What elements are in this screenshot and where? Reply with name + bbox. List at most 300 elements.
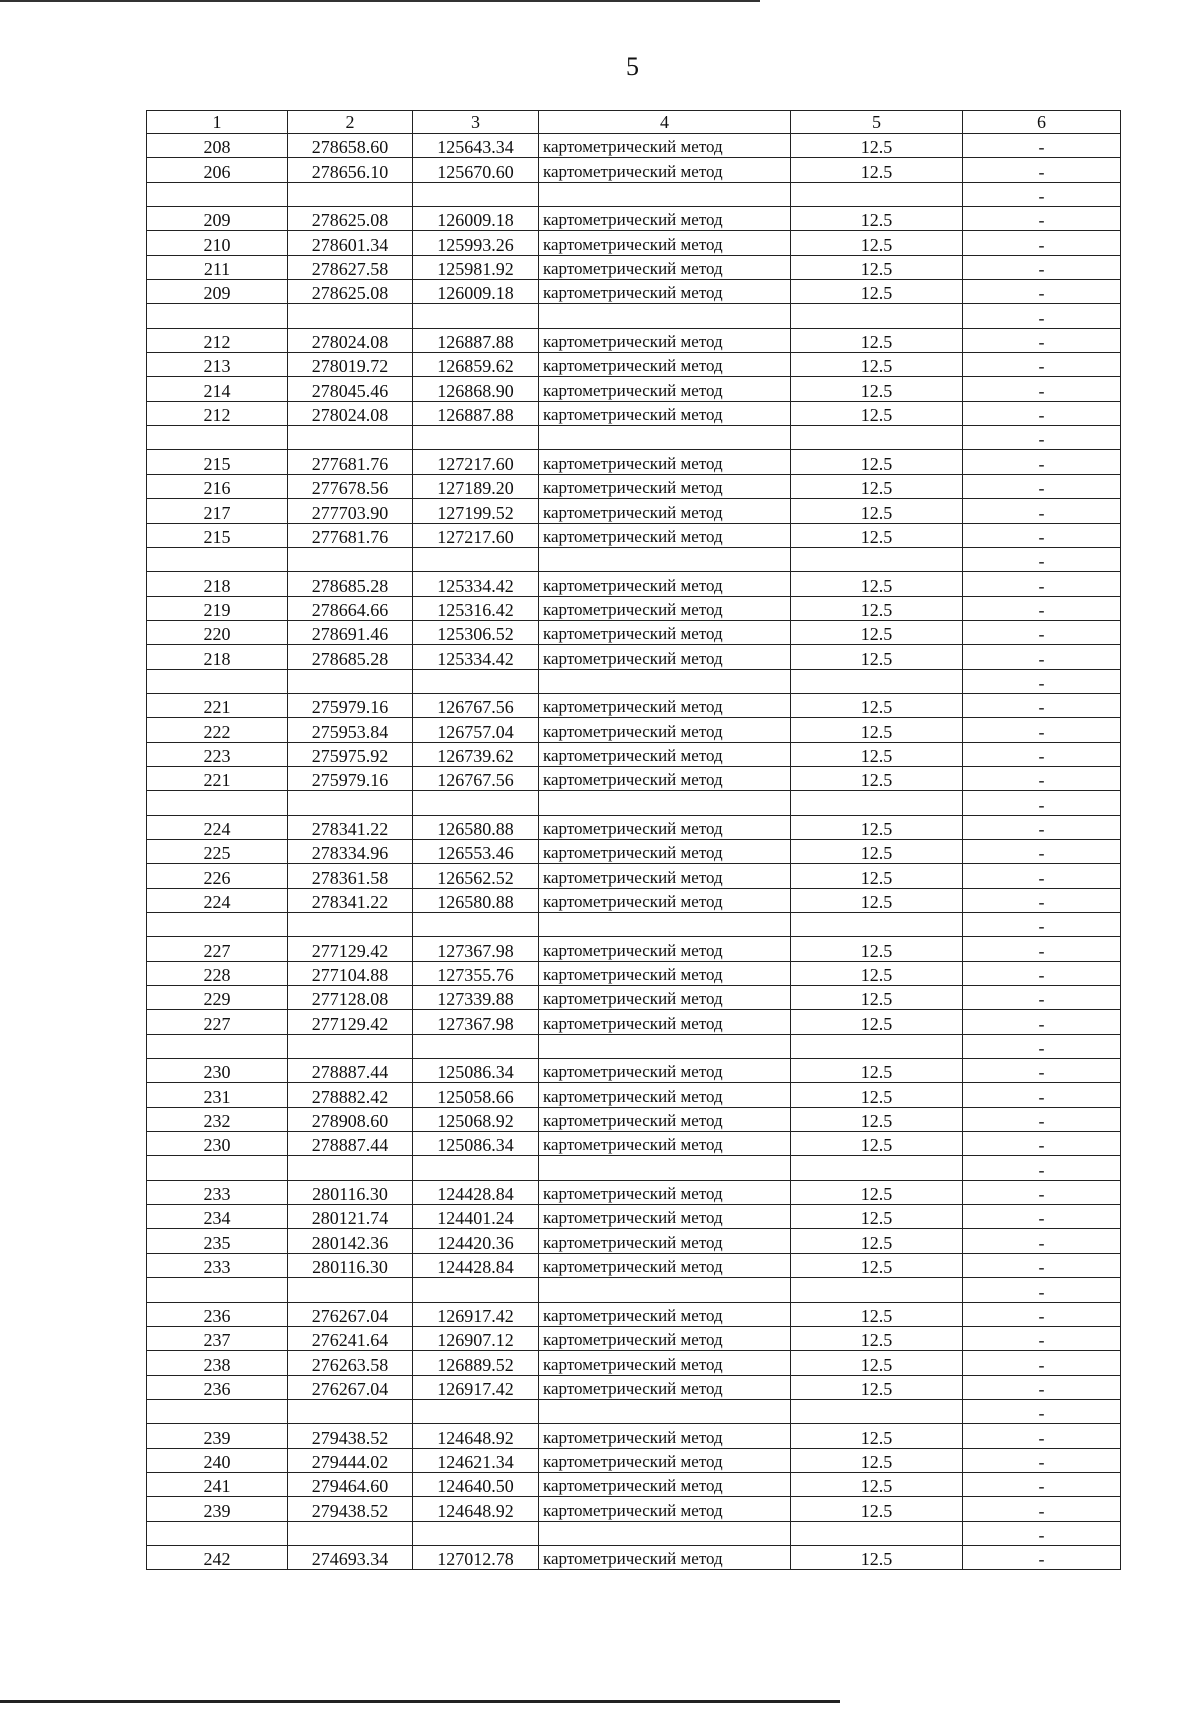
scan-edge-bottom	[0, 1700, 840, 1703]
table-row	[147, 207, 1121, 231]
cell-description: -	[963, 1253, 1121, 1277]
cell-accuracy: 12.5	[791, 572, 963, 596]
cell-method: картометрический метод	[539, 1424, 791, 1448]
cell-y-coordinate: 127012.78	[413, 1545, 539, 1569]
cell-point-number: 223	[147, 742, 288, 766]
cell-accuracy: 12.5	[791, 1083, 963, 1107]
cell-point-number	[147, 1278, 288, 1302]
cell-x-coordinate: 279444.02	[288, 1448, 413, 1472]
cell-method: картометрический метод	[539, 1253, 791, 1277]
cell-accuracy: 12.5	[791, 815, 963, 839]
cell-x-coordinate: 278341.22	[288, 815, 413, 839]
cell-y-coordinate: 126887.88	[413, 401, 539, 425]
cell-method: картометрический метод	[539, 450, 791, 474]
cell-method: картометрический метод	[539, 1180, 791, 1204]
cell-point-number: 212	[147, 328, 288, 352]
cell-method: картометрический метод	[539, 815, 791, 839]
cell-y-coordinate: 126009.18	[413, 280, 539, 304]
cell-y-coordinate	[413, 1521, 539, 1545]
table-row	[147, 791, 1121, 815]
cell-x-coordinate: 276263.58	[288, 1351, 413, 1375]
table-row	[147, 815, 1121, 839]
cell-x-coordinate: 276267.04	[288, 1375, 413, 1399]
cell-method	[539, 547, 791, 571]
cell-x-coordinate	[288, 669, 413, 693]
cell-accuracy: 12.5	[791, 401, 963, 425]
cell-x-coordinate: 278685.28	[288, 645, 413, 669]
cell-accuracy: 12.5	[791, 1497, 963, 1521]
cell-point-number: 212	[147, 401, 288, 425]
table-row	[147, 839, 1121, 863]
cell-accuracy: 12.5	[791, 1424, 963, 1448]
cell-accuracy	[791, 1156, 963, 1180]
table-row	[147, 1545, 1121, 1569]
cell-accuracy: 12.5	[791, 742, 963, 766]
cell-method: картометрический метод	[539, 596, 791, 620]
header-col-6: 6	[963, 111, 1121, 134]
table-row	[147, 255, 1121, 279]
cell-accuracy: 12.5	[791, 986, 963, 1010]
cell-y-coordinate: 124648.92	[413, 1497, 539, 1521]
cell-x-coordinate	[288, 791, 413, 815]
cell-point-number: 242	[147, 1545, 288, 1569]
cell-accuracy: 12.5	[791, 450, 963, 474]
table-row	[147, 523, 1121, 547]
cell-description: -	[963, 328, 1121, 352]
cell-method: картометрический метод	[539, 864, 791, 888]
cell-method: картометрический метод	[539, 961, 791, 985]
cell-point-number: 228	[147, 961, 288, 985]
cell-y-coordinate: 124420.36	[413, 1229, 539, 1253]
cell-y-coordinate: 127217.60	[413, 450, 539, 474]
cell-accuracy: 12.5	[791, 1132, 963, 1156]
cell-point-number	[147, 1156, 288, 1180]
cell-accuracy	[791, 304, 963, 328]
cell-description: -	[963, 450, 1121, 474]
table-row	[147, 986, 1121, 1010]
cell-point-number: 216	[147, 474, 288, 498]
cell-x-coordinate: 278019.72	[288, 353, 413, 377]
cell-y-coordinate: 125058.66	[413, 1083, 539, 1107]
cell-description: -	[963, 377, 1121, 401]
cell-y-coordinate: 127217.60	[413, 523, 539, 547]
cell-method: картометрический метод	[539, 888, 791, 912]
cell-description: -	[963, 401, 1121, 425]
cell-point-number: 229	[147, 986, 288, 1010]
cell-description: -	[963, 1545, 1121, 1569]
cell-method: картометрический метод	[539, 937, 791, 961]
cell-method: картометрический метод	[539, 718, 791, 742]
table-row	[147, 1326, 1121, 1350]
cell-y-coordinate	[413, 1034, 539, 1058]
cell-x-coordinate: 275979.16	[288, 693, 413, 717]
cell-accuracy: 12.5	[791, 1302, 963, 1326]
cell-point-number	[147, 791, 288, 815]
cell-x-coordinate: 278887.44	[288, 1059, 413, 1083]
cell-point-number	[147, 669, 288, 693]
table-row	[147, 1156, 1121, 1180]
cell-description: -	[963, 1083, 1121, 1107]
cell-y-coordinate	[413, 1399, 539, 1423]
cell-y-coordinate	[413, 669, 539, 693]
cell-method: картометрический метод	[539, 1326, 791, 1350]
cell-y-coordinate	[413, 426, 539, 450]
cell-accuracy: 12.5	[791, 1375, 963, 1399]
cell-method: картометрический метод	[539, 766, 791, 790]
cell-description: -	[963, 1472, 1121, 1496]
cell-x-coordinate: 277129.42	[288, 937, 413, 961]
cell-x-coordinate: 280116.30	[288, 1180, 413, 1204]
cell-point-number: 224	[147, 888, 288, 912]
cell-accuracy: 12.5	[791, 1180, 963, 1204]
cell-method: картометрический метод	[539, 231, 791, 255]
cell-accuracy: 12.5	[791, 1253, 963, 1277]
cell-point-number	[147, 1399, 288, 1423]
table-row	[147, 888, 1121, 912]
cell-accuracy: 12.5	[791, 1472, 963, 1496]
header-row	[147, 111, 1121, 134]
cell-x-coordinate: 275979.16	[288, 766, 413, 790]
cell-x-coordinate: 279438.52	[288, 1497, 413, 1521]
cell-description: -	[963, 499, 1121, 523]
table-row	[147, 766, 1121, 790]
table-row	[147, 1107, 1121, 1131]
cell-y-coordinate: 127189.20	[413, 474, 539, 498]
cell-accuracy: 12.5	[791, 645, 963, 669]
cell-y-coordinate: 124401.24	[413, 1205, 539, 1229]
cell-method: картометрический метод	[539, 742, 791, 766]
cell-method	[539, 1521, 791, 1545]
cell-description: -	[963, 280, 1121, 304]
cell-y-coordinate: 124428.84	[413, 1253, 539, 1277]
cell-y-coordinate: 125670.60	[413, 158, 539, 182]
cell-method: картометрический метод	[539, 158, 791, 182]
cell-y-coordinate: 125993.26	[413, 231, 539, 255]
cell-method	[539, 669, 791, 693]
cell-point-number: 209	[147, 280, 288, 304]
cell-description: -	[963, 888, 1121, 912]
cell-accuracy: 12.5	[791, 231, 963, 255]
cell-y-coordinate: 127199.52	[413, 499, 539, 523]
cell-method: картометрический метод	[539, 693, 791, 717]
cell-method	[539, 913, 791, 937]
cell-description: -	[963, 815, 1121, 839]
cell-x-coordinate	[288, 304, 413, 328]
cell-description: -	[963, 572, 1121, 596]
cell-point-number: 222	[147, 718, 288, 742]
cell-point-number: 224	[147, 815, 288, 839]
cell-y-coordinate: 126907.12	[413, 1326, 539, 1350]
cell-accuracy: 12.5	[791, 718, 963, 742]
cell-accuracy	[791, 182, 963, 206]
table-row	[147, 474, 1121, 498]
table-row	[147, 1010, 1121, 1034]
cell-x-coordinate: 278024.08	[288, 328, 413, 352]
cell-point-number: 218	[147, 572, 288, 596]
cell-description: -	[963, 426, 1121, 450]
cell-accuracy: 12.5	[791, 474, 963, 498]
cell-method: картометрический метод	[539, 1472, 791, 1496]
cell-point-number: 221	[147, 693, 288, 717]
cell-x-coordinate: 277681.76	[288, 523, 413, 547]
cell-accuracy: 12.5	[791, 1059, 963, 1083]
cell-accuracy	[791, 426, 963, 450]
cell-point-number: 236	[147, 1302, 288, 1326]
cell-point-number	[147, 1521, 288, 1545]
cell-y-coordinate: 126887.88	[413, 328, 539, 352]
table-row	[147, 1375, 1121, 1399]
cell-x-coordinate: 277681.76	[288, 450, 413, 474]
cell-accuracy	[791, 1278, 963, 1302]
cell-description: -	[963, 986, 1121, 1010]
cell-y-coordinate: 126739.62	[413, 742, 539, 766]
cell-point-number: 233	[147, 1253, 288, 1277]
cell-y-coordinate: 124621.34	[413, 1448, 539, 1472]
cell-method: картометрический метод	[539, 255, 791, 279]
cell-x-coordinate: 280116.30	[288, 1253, 413, 1277]
cell-x-coordinate: 278658.60	[288, 134, 413, 158]
cell-description: -	[963, 255, 1121, 279]
table-row	[147, 1351, 1121, 1375]
cell-point-number: 210	[147, 231, 288, 255]
cell-accuracy: 12.5	[791, 353, 963, 377]
cell-accuracy: 12.5	[791, 1107, 963, 1131]
cell-method	[539, 182, 791, 206]
cell-y-coordinate	[413, 304, 539, 328]
cell-y-coordinate: 124428.84	[413, 1180, 539, 1204]
cell-x-coordinate: 275975.92	[288, 742, 413, 766]
cell-x-coordinate: 278656.10	[288, 158, 413, 182]
table-row	[147, 1472, 1121, 1496]
cell-point-number: 239	[147, 1497, 288, 1521]
cell-y-coordinate	[413, 913, 539, 937]
table-body	[147, 134, 1121, 1570]
table-row	[147, 693, 1121, 717]
cell-accuracy: 12.5	[791, 620, 963, 644]
cell-description: -	[963, 1205, 1121, 1229]
cell-method: картометрический метод	[539, 986, 791, 1010]
cell-point-number: 220	[147, 620, 288, 644]
cell-x-coordinate: 278024.08	[288, 401, 413, 425]
cell-method	[539, 1156, 791, 1180]
cell-description: -	[963, 182, 1121, 206]
cell-accuracy: 12.5	[791, 1545, 963, 1569]
cell-method	[539, 1278, 791, 1302]
cell-description: -	[963, 1424, 1121, 1448]
table-row	[147, 280, 1121, 304]
table-row	[147, 426, 1121, 450]
cell-point-number	[147, 304, 288, 328]
cell-x-coordinate: 274693.34	[288, 1545, 413, 1569]
cell-method: картометрический метод	[539, 523, 791, 547]
cell-method: картометрический метод	[539, 1497, 791, 1521]
cell-point-number: 213	[147, 353, 288, 377]
cell-point-number	[147, 182, 288, 206]
table-row	[147, 620, 1121, 644]
table-row	[147, 596, 1121, 620]
cell-method	[539, 304, 791, 328]
cell-point-number: 208	[147, 134, 288, 158]
table-row	[147, 1083, 1121, 1107]
table-row	[147, 450, 1121, 474]
cell-description: -	[963, 547, 1121, 571]
cell-y-coordinate: 125068.92	[413, 1107, 539, 1131]
cell-description: -	[963, 1521, 1121, 1545]
header-col-1: 1	[147, 111, 288, 134]
cell-description: -	[963, 1326, 1121, 1350]
cell-y-coordinate: 126580.88	[413, 815, 539, 839]
cell-point-number: 231	[147, 1083, 288, 1107]
cell-point-number: 218	[147, 645, 288, 669]
cell-description: -	[963, 1132, 1121, 1156]
cell-description: -	[963, 766, 1121, 790]
cell-y-coordinate: 125334.42	[413, 572, 539, 596]
cell-x-coordinate: 278334.96	[288, 839, 413, 863]
cell-y-coordinate: 125086.34	[413, 1132, 539, 1156]
cell-y-coordinate	[413, 1156, 539, 1180]
cell-description: -	[963, 839, 1121, 863]
cell-point-number: 217	[147, 499, 288, 523]
cell-accuracy	[791, 913, 963, 937]
cell-description: -	[963, 961, 1121, 985]
cell-method: картометрический метод	[539, 1059, 791, 1083]
cell-description: -	[963, 1059, 1121, 1083]
cell-accuracy: 12.5	[791, 1229, 963, 1253]
scan-edge-top	[0, 0, 760, 2]
cell-x-coordinate	[288, 1156, 413, 1180]
cell-y-coordinate: 124648.92	[413, 1424, 539, 1448]
table-row	[147, 1034, 1121, 1058]
cell-method: картометрический метод	[539, 1132, 791, 1156]
cell-y-coordinate: 125316.42	[413, 596, 539, 620]
cell-y-coordinate: 125086.34	[413, 1059, 539, 1083]
cell-accuracy	[791, 791, 963, 815]
cell-point-number: 240	[147, 1448, 288, 1472]
cell-y-coordinate	[413, 182, 539, 206]
cell-description: -	[963, 645, 1121, 669]
cell-x-coordinate: 278685.28	[288, 572, 413, 596]
cell-description: -	[963, 523, 1121, 547]
cell-x-coordinate: 278601.34	[288, 231, 413, 255]
cell-x-coordinate	[288, 1278, 413, 1302]
table-row	[147, 547, 1121, 571]
cell-description: -	[963, 1278, 1121, 1302]
cell-point-number: 227	[147, 937, 288, 961]
cell-x-coordinate: 279438.52	[288, 1424, 413, 1448]
cell-y-coordinate: 127355.76	[413, 961, 539, 985]
cell-accuracy: 12.5	[791, 937, 963, 961]
table-row	[147, 718, 1121, 742]
cell-method: картометрический метод	[539, 353, 791, 377]
cell-description: -	[963, 1302, 1121, 1326]
cell-point-number: 215	[147, 523, 288, 547]
table-row	[147, 1278, 1121, 1302]
cell-x-coordinate: 278625.08	[288, 207, 413, 231]
table-row	[147, 1424, 1121, 1448]
cell-y-coordinate	[413, 791, 539, 815]
table-row	[147, 669, 1121, 693]
cell-accuracy: 12.5	[791, 499, 963, 523]
cell-accuracy: 12.5	[791, 961, 963, 985]
cell-accuracy: 12.5	[791, 1448, 963, 1472]
cell-y-coordinate: 125643.34	[413, 134, 539, 158]
cell-point-number: 239	[147, 1424, 288, 1448]
cell-x-coordinate	[288, 913, 413, 937]
cell-method: картометрический метод	[539, 1083, 791, 1107]
cell-x-coordinate: 277678.56	[288, 474, 413, 498]
cell-accuracy: 12.5	[791, 207, 963, 231]
cell-description: -	[963, 620, 1121, 644]
table-row	[147, 1180, 1121, 1204]
cell-y-coordinate: 126868.90	[413, 377, 539, 401]
cell-accuracy: 12.5	[791, 693, 963, 717]
cell-x-coordinate	[288, 182, 413, 206]
cell-accuracy: 12.5	[791, 766, 963, 790]
cell-point-number: 226	[147, 864, 288, 888]
table-row	[147, 1229, 1121, 1253]
cell-x-coordinate: 278341.22	[288, 888, 413, 912]
cell-point-number: 236	[147, 1375, 288, 1399]
cell-accuracy	[791, 1399, 963, 1423]
cell-y-coordinate: 126580.88	[413, 888, 539, 912]
table-row	[147, 1059, 1121, 1083]
table-row	[147, 1205, 1121, 1229]
cell-description: -	[963, 231, 1121, 255]
cell-y-coordinate: 127339.88	[413, 986, 539, 1010]
cell-y-coordinate: 127367.98	[413, 1010, 539, 1034]
cell-x-coordinate: 275953.84	[288, 718, 413, 742]
cell-method: картометрический метод	[539, 620, 791, 644]
cell-y-coordinate: 126889.52	[413, 1351, 539, 1375]
cell-description: -	[963, 913, 1121, 937]
cell-point-number: 219	[147, 596, 288, 620]
cell-x-coordinate: 278627.58	[288, 255, 413, 279]
cell-method: картометрический метод	[539, 1010, 791, 1034]
cell-accuracy: 12.5	[791, 1351, 963, 1375]
cell-point-number: 215	[147, 450, 288, 474]
cell-x-coordinate: 276267.04	[288, 1302, 413, 1326]
cell-accuracy: 12.5	[791, 255, 963, 279]
cell-method: картометрический метод	[539, 280, 791, 304]
cell-x-coordinate: 277128.08	[288, 986, 413, 1010]
cell-method: картометрический метод	[539, 377, 791, 401]
cell-y-coordinate: 125981.92	[413, 255, 539, 279]
cell-description: -	[963, 1399, 1121, 1423]
cell-x-coordinate: 278625.08	[288, 280, 413, 304]
cell-description: -	[963, 1497, 1121, 1521]
cell-description: -	[963, 1351, 1121, 1375]
table-row	[147, 645, 1121, 669]
cell-method: картометрический метод	[539, 401, 791, 425]
cell-description: -	[963, 1375, 1121, 1399]
cell-x-coordinate: 277703.90	[288, 499, 413, 523]
cell-accuracy: 12.5	[791, 134, 963, 158]
cell-y-coordinate: 126757.04	[413, 718, 539, 742]
cell-point-number	[147, 1034, 288, 1058]
cell-point-number: 230	[147, 1059, 288, 1083]
cell-x-coordinate: 278908.60	[288, 1107, 413, 1131]
cell-y-coordinate: 125334.42	[413, 645, 539, 669]
table-row	[147, 1448, 1121, 1472]
cell-x-coordinate: 278887.44	[288, 1132, 413, 1156]
cell-accuracy: 12.5	[791, 158, 963, 182]
cell-description: -	[963, 1156, 1121, 1180]
cell-description: -	[963, 1010, 1121, 1034]
cell-description: -	[963, 1448, 1121, 1472]
cell-description: -	[963, 864, 1121, 888]
cell-y-coordinate: 126553.46	[413, 839, 539, 863]
cell-method: картометрический метод	[539, 474, 791, 498]
